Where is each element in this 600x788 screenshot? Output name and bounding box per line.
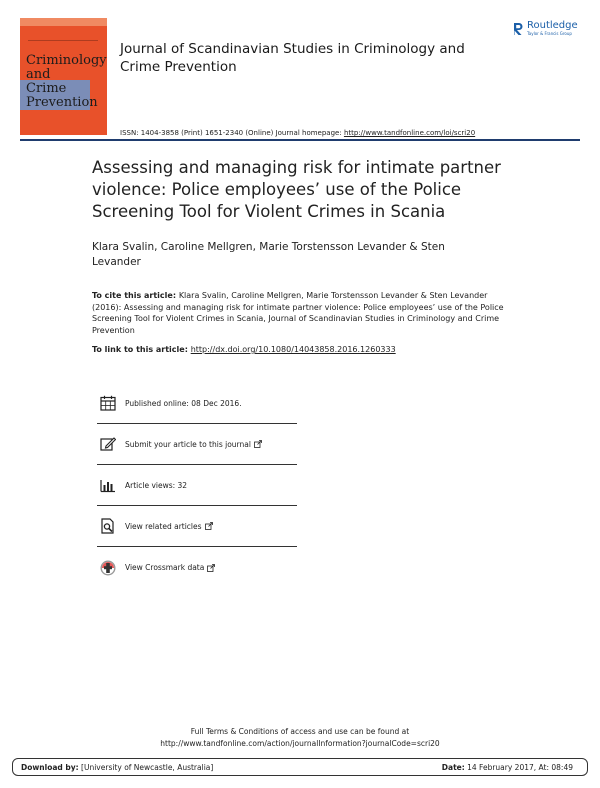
cover-top-band bbox=[20, 18, 107, 26]
crossmark-row[interactable] bbox=[97, 547, 297, 588]
downloaded-by bbox=[21, 763, 213, 772]
header-divider bbox=[20, 139, 580, 141]
citation-label: To cite this article: bbox=[92, 291, 179, 300]
publisher-subtitle: Taylor & Francis Group bbox=[527, 31, 572, 36]
issn-text: ISSN: 1404-3858 (Print) 1651-2340 (Online) Journal homepage: bbox=[120, 129, 344, 137]
submit-article-label: Submit your article to this journal bbox=[125, 439, 251, 449]
terms-line: Full Terms & Conditions of access and use can be found at bbox=[190, 727, 410, 736]
downloaded-by-value: [University of Newcastle, Australia] bbox=[78, 762, 214, 772]
publisher-name: Routledge bbox=[527, 20, 578, 31]
citation-block bbox=[92, 290, 512, 336]
terms-url[interactable]: http://www.tandfonline.com/action/journalInformation?journalCode=scri20 bbox=[160, 739, 440, 748]
crossmark-icon bbox=[99, 559, 117, 577]
cover-title-line: Crime bbox=[26, 81, 67, 96]
calendar-icon bbox=[99, 394, 117, 412]
journal-title[interactable] bbox=[120, 40, 465, 76]
submit-article-row[interactable] bbox=[97, 424, 297, 465]
journal-title-line: Journal of Scandinavian Studies in Criminology and bbox=[120, 41, 465, 57]
terms-notice bbox=[0, 726, 600, 750]
article-link-label: To link to this article: bbox=[92, 345, 191, 354]
published-online-row bbox=[97, 383, 297, 424]
edit-icon bbox=[99, 435, 117, 453]
issn-line bbox=[120, 129, 475, 137]
routledge-logo-icon bbox=[512, 21, 524, 35]
published-online-label: Published online: 08 Dec 2016. bbox=[125, 398, 242, 408]
download-date bbox=[442, 763, 573, 772]
crossmark-label: View Crossmark data bbox=[125, 563, 205, 572]
article-views-row bbox=[97, 465, 297, 506]
external-link-icon bbox=[205, 522, 213, 530]
search-document-icon bbox=[99, 517, 117, 535]
article-link-line bbox=[92, 345, 396, 354]
cover-title-line: Criminology bbox=[26, 53, 107, 68]
article-title: Assessing and managing risk for intimate partner violence: Police employees’ use of the Police Screening Tool for Violent Crimes in Scania bbox=[92, 158, 501, 221]
bar-chart-icon bbox=[99, 476, 117, 494]
download-info-bar bbox=[12, 758, 588, 776]
cover-title bbox=[26, 54, 107, 110]
citation-text: Klara Svalin, Caroline Mellgren, Marie Torstensson Levander & Sten Levander (2016): Assessing and managing risk for intimate partner violence: Police employees’ use of the Police Screening Tool for Violent Crimes in Scania, Journal of Scandinavian Studies in Criminology and Crime Prevention bbox=[92, 291, 504, 335]
journal-cover-image bbox=[20, 18, 107, 135]
article-actions-list bbox=[97, 383, 297, 588]
download-date-value: 14 February 2017, At: 08:49 bbox=[464, 762, 573, 772]
cover-title-line: and bbox=[26, 67, 51, 82]
related-articles-row[interactable] bbox=[97, 506, 297, 547]
article-views-label: Article views: 32 bbox=[125, 480, 188, 490]
downloaded-by-label: Download by: bbox=[21, 762, 79, 772]
download-date-label: Date: bbox=[441, 762, 465, 772]
external-link-icon bbox=[254, 440, 262, 448]
article-authors: Klara Svalin, Caroline Mellgren, Marie Torstensson Levander & Sten Levander bbox=[92, 241, 445, 268]
external-link-icon bbox=[207, 564, 215, 572]
cover-title-line: Prevention bbox=[26, 95, 98, 110]
journal-homepage-link[interactable]: http://www.tandfonline.com/loi/scri20 bbox=[343, 129, 476, 137]
journal-title-line: Crime Prevention bbox=[120, 59, 237, 75]
related-articles-label: View related articles bbox=[125, 521, 202, 531]
cover-header-line bbox=[28, 40, 98, 49]
doi-link[interactable]: http://dx.doi.org/10.1080/14043858.2016.1260333 bbox=[190, 345, 396, 354]
publisher-logo bbox=[512, 20, 578, 36]
